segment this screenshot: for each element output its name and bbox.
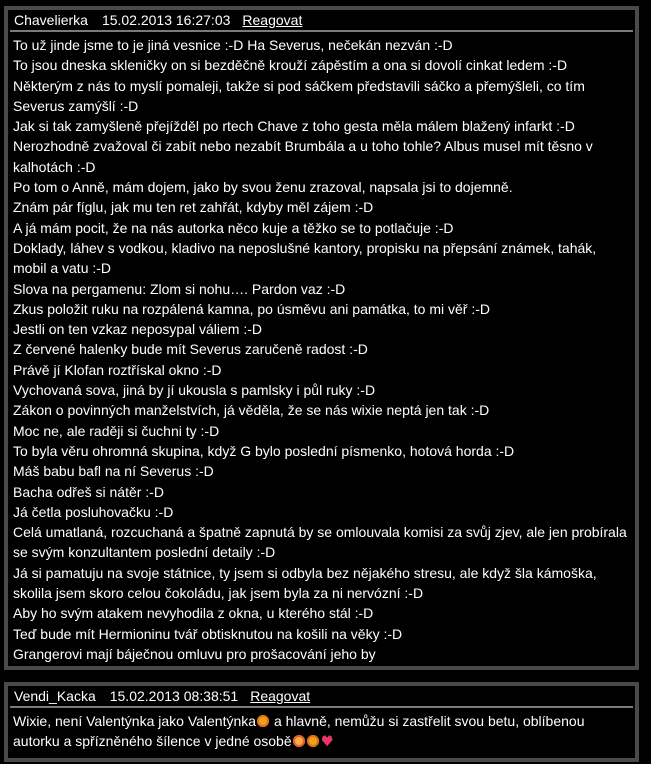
comment-line: Celá umatlaná, rozcuchaná a špatně zapnutá by se omlouvala komisi za svůj zjev, ale jen probírala	[13, 524, 627, 541]
comment-line	[13, 731, 631, 751]
comment-line	[13, 711, 631, 731]
comment-line: Aby ho svým atakem nevyhodila z okna, u kterého stál :-D	[13, 605, 374, 622]
comment-line: To už jinde jsme to je jiná vesnice :-D Ha Severus, nečekán nezván :-D	[13, 37, 453, 53]
comment-line: Bacha odřeš si nátěr :-D	[13, 483, 164, 500]
comment-text: a hlavně, nemůžu si zastřelit svou betu, oblíbenou	[270, 713, 585, 729]
comment-line: Z červené halenky bude mít Severus zaručeně radost :-D	[13, 341, 368, 358]
heart-eyes-face-icon	[307, 735, 319, 747]
comment-date: 15.02.2013 08:38:51	[109, 688, 239, 704]
comment-line: To byla věru ohromná skupina, když G bylo poslední písmenko, hotová horda :-D	[13, 442, 515, 459]
comment-line: Doklady, láhev s vodkou, kladivo na neposlušné kantory, propisku na přepsání známek, tahák,	[13, 239, 597, 256]
comment-line: Vychovaná sova, jiná by jí ukousla s pamlsky i půl ruky :-D	[13, 382, 376, 399]
comment-line: To jsou dneska skleničky on si bezděčně krouží zápěstím a ona si dovolí cinkat ledem :-D	[13, 57, 568, 74]
comment-line: Jak si tak zamyšleně přejížděl po rtech Chave z toho gesta měla málem blažený infarkt :-D	[13, 118, 575, 135]
comment-author: Chavelierka	[14, 12, 88, 28]
comment-text: Wixie, není Valentýnka jako Valentýnka	[13, 713, 257, 729]
comment-line: Grangerovi mají báječnou omluvu pro prošacování jeho by	[13, 645, 376, 662]
comment-line: Zkus položit ruku na rozpálená kamna, po úsměvu ani památka, to mi věř :-D	[13, 300, 490, 317]
comment-body	[8, 708, 635, 752]
comment-card	[4, 682, 639, 762]
smiling-face-with-heart-eyes-icon	[257, 715, 269, 727]
comment-line: Teď bude mít Hermioninu tvář obtisknutou na košili na věky :-D	[13, 625, 403, 642]
comment-line: Po tom o Anně, mám dojem, jako by svou ženu zrazoval, napsala jsi to dojemně.	[13, 179, 513, 196]
reply-link[interactable]: Reagovat	[242, 12, 303, 28]
comment-line: skolila jsem skoro celou čokoládu, jak jsem byla za ni nervózní :-D	[13, 585, 424, 602]
comment-line: Právě jí Klofan roztřískal okno :-D	[13, 361, 222, 378]
comment-text: autorku a spřízněného šílence v jedné osobě	[13, 733, 292, 750]
comment-line: Já četla posluhovačku :-D	[13, 503, 174, 520]
comment-header	[10, 686, 633, 708]
comment-line: Slova na pergamenu: Zlom si nohu…. Pardon vaz :-D	[13, 280, 346, 297]
comment-date: 15.02.2013 16:27:03	[101, 12, 231, 28]
comment-line: Já si pamatuju na svoje státnice, ty jsem si odbyla bez nějakého stresu, ale když šla kámoška,	[13, 564, 597, 581]
comment-body	[8, 32, 635, 664]
comment-line: Máš babu bafl na ní Severus :-D	[13, 463, 214, 480]
comment-line: Některým z nás to myslí pomaleji, takže si pod sáčkem představili sáčko a přemýšleli, co tím	[13, 77, 585, 94]
comment-line: Jestli on ten vzkaz neposypal váliem :-D	[13, 321, 262, 338]
comment-line: Znám pár fíglu, jak mu ten ret zahřát, kdyby měl zájem :-D	[13, 199, 374, 216]
comment-line: A já mám pocit, že na nás autorka něco kuje a těžko se to potlačuje :-D	[13, 219, 454, 236]
comment-header	[10, 10, 633, 32]
comment-line: Severus zamýšlí :-D	[13, 97, 139, 114]
comment-line: Zákon o povinných manželstvích, já věděla, že se nás wixie neptá jen tak :-D	[13, 402, 490, 419]
comment-line: kalhotách :-D	[13, 158, 96, 175]
comment-line: mobil a vatu :-D	[13, 260, 112, 277]
comment-line: se svým konzultantem poslední detaily :-D	[13, 544, 276, 561]
comment-card	[4, 6, 639, 670]
comment-line: Nerozhodně zvažoval či zabít nebo nezabít Brumbála a u toho tohle? Albus musel mít těsno v	[13, 138, 593, 155]
comment-line: Moc ne, ale raději si čuchni ty :-D	[13, 422, 220, 439]
comment-author: Vendi_Kacka	[14, 688, 96, 704]
reply-link[interactable]: Reagovat	[250, 688, 311, 704]
heart-icon	[321, 735, 334, 747]
blushing-face-icon	[293, 735, 305, 747]
